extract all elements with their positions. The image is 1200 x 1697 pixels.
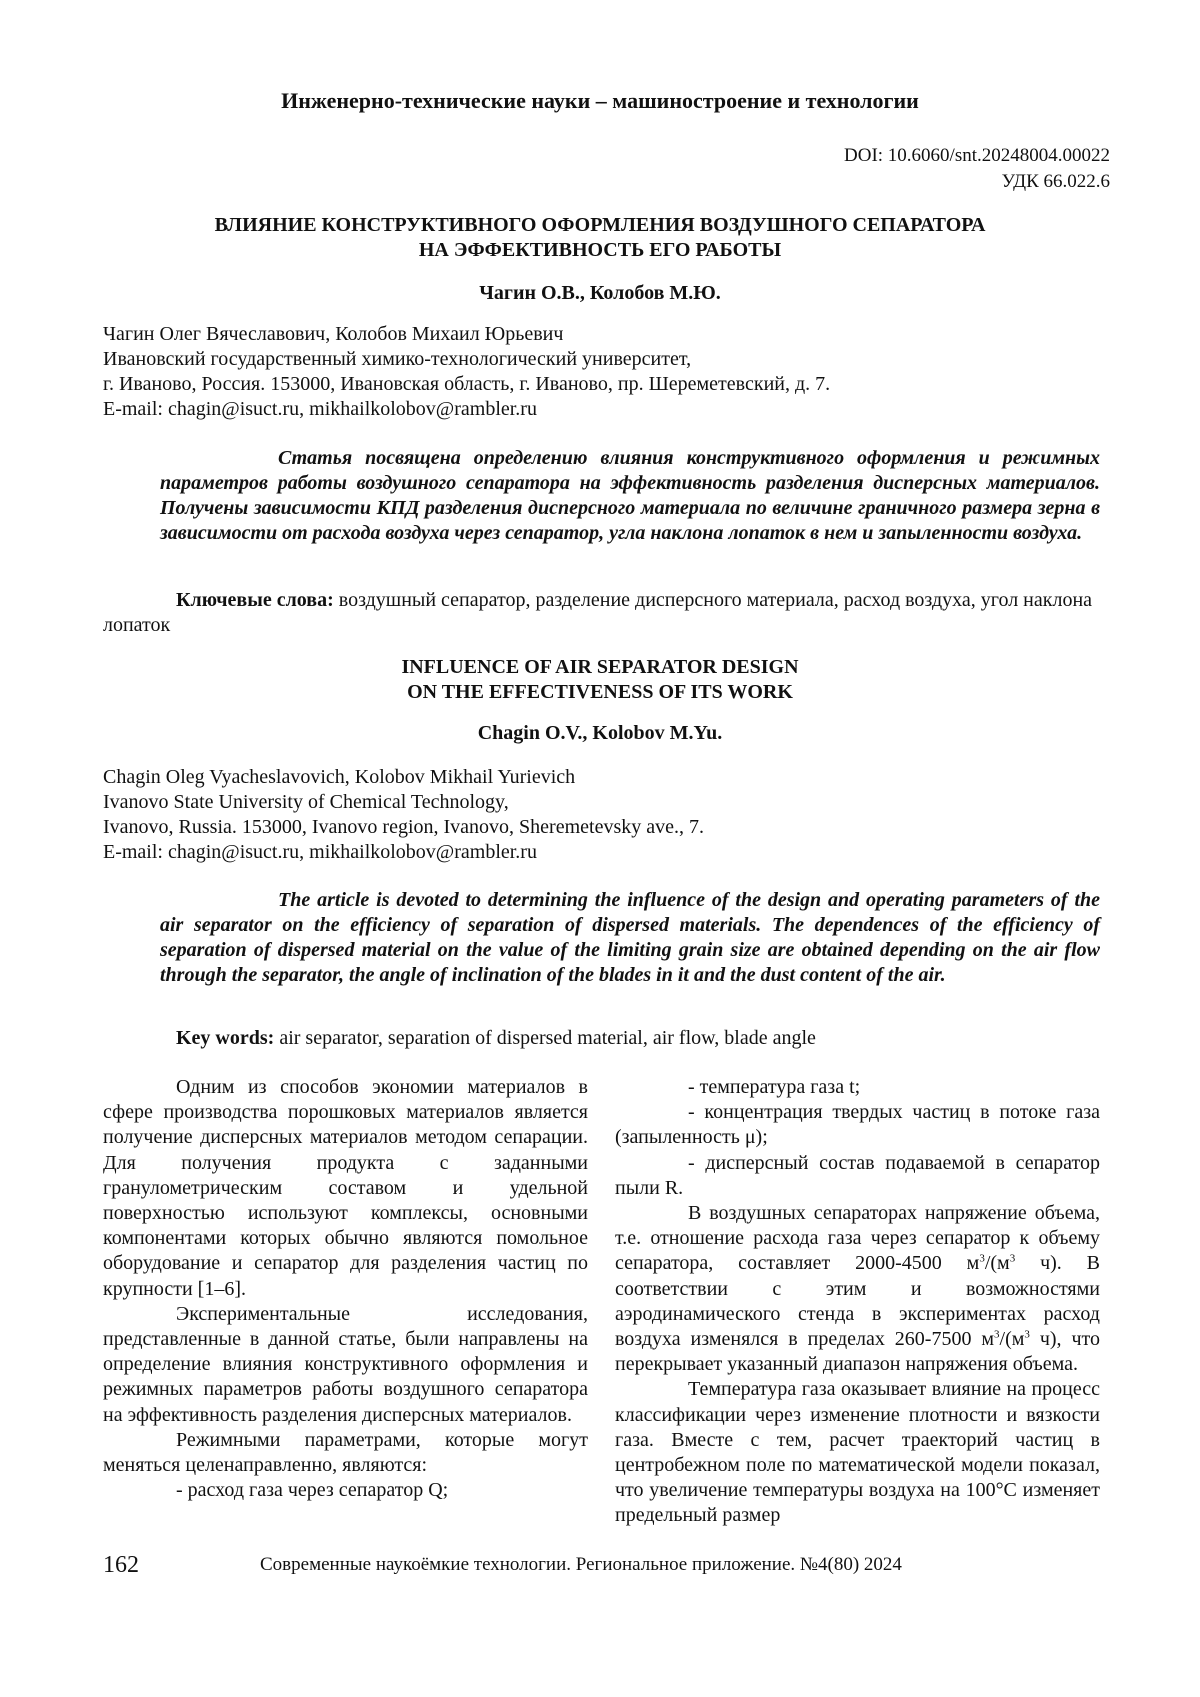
body-paragraph: Одним из способов экономии материалов в сфере производства порошковых материалов является получение дисперсных материалов методом сепарации. Для получения продукта с заданными гранулометрическим составом и удельной поверхностью используют комплексы, основными компонентами которых обычно являются помольное оборудование и сепаратор для разделения частиц по крупности [1–6]. [103,1076,588,1300]
en-authors: Chagin O.V., Kolobov M.Yu. [477,722,723,744]
body-paragraph: Режимными параметрами, которые могут меняться целенаправленно, являются: [103,1428,588,1477]
en-keywords-label: Key words: [176,1027,275,1049]
ru-affil-email[interactable]: E-mail: chagin@isuct.ru, mikhailkolobov@rambler.ru [103,398,537,420]
en-title-line-2: ON THE EFFECTIVENESS OF ITS WORK [407,681,793,703]
ru-keywords [103,588,1100,638]
list-item: - температура газа t; [688,1076,861,1098]
ru-affiliation [103,322,830,422]
ru-abstract: Статья посвящена определению влияния конструктивного оформления и режимных параметров работы воздушного сепаратора на эффективность разделения дисперсных материалов. Получены зависимости КПД разделения дисперсного материала по величине граничного размера зерна в зависимости от расхода воздуха через сепаратор, угла наклона лопаток в нем и запыленности воздуха. [160,447,1100,544]
section-heading: Инженерно-технические науки – машиностроение и технологии [281,88,919,113]
en-affiliation [103,765,704,865]
udk: УДК 66.022.6 [1001,171,1110,192]
ru-title [0,213,1200,263]
list-item: - концентрация твердых частиц в потоке газа (запыленность μ); [615,1101,1100,1149]
ru-keywords-label: Ключевые слова: [176,589,334,611]
en-keywords [103,1026,1100,1051]
body-left-column [103,1075,588,1503]
list-item: - дисперсный состав подаваемой в сепаратор пыли R. [615,1151,1100,1199]
en-affil-email[interactable]: E-mail: chagin@isuct.ru, mikhailkolobov@rambler.ru [103,841,537,863]
en-affil-address: Ivanovo, Russia. 153000, Ivanovo region, Ivanovo, Sheremetevsky ave., 7. [103,816,704,838]
list-item: - расход газа через сепаратор Q; [176,1479,449,1502]
en-affil-names: Chagin Oleg Vyacheslavovich, Kolobov Mikhail Yurievich [103,766,576,788]
page-number: 162 [103,1552,139,1578]
en-title [0,655,1200,705]
ru-affil-org: Ивановский государственный химико-технологический университет, [103,348,692,370]
body-right-column [615,1075,1100,1529]
en-affil-org: Ivanovo State University of Chemical Technology, [103,791,509,813]
ru-title-line-1: ВЛИЯНИЕ КОНСТРУКТИВНОГО ОФОРМЛЕНИЯ ВОЗДУШНОГО СЕПАРАТОРА [214,214,986,236]
body-paragraph: В воздушных сепараторах напряжение объема, т.е. отношение расхода газа через сепаратор к объему сепаратора, составляет 2000-4500 $м^3/(м^3$ ч). В соответствии с этим и возможностями аэродинамического стенда в экспериментах расход воздуха изменялся в пределах 260-7500 $м^3/(м^3$ ч), что перекрывает указанный диапазон напряжения объема. [615,1202,1101,1376]
en-title-line-1: INFLUENCE OF AIR SEPARATOR DESIGN [401,656,799,678]
identifiers [844,143,1110,195]
ru-affil-address: г. Иваново, Россия. 153000, Ивановская область, г. Иваново, пр. Шереметевский, д. 7. [103,373,831,395]
ru-affil-names: Чагин Олег Вячеславович, Колобов Михаил Юрьевич [103,323,564,345]
journal-footer: Современные наукоёмкие технологии. Региональное приложение. №4(80) 2024 [260,1554,902,1575]
en-abstract: The article is devoted to determining the influence of the design and operating parameters of the air separator on the efficiency of separation of dispersed materials. The dependences of the efficiency of separation of dispersed material on the value of the limiting grain size are obtained depending on the air flow through the separator, the angle of inclination of the blades in it and the dust content of the air. [160,889,1100,986]
ru-title-line-2: НА ЭФФЕКТИВНОСТЬ ЕГО РАБОТЫ [418,239,782,261]
ru-authors: Чагин О.В., Колобов М.Ю. [479,282,721,304]
en-keywords-text: air separator, separation of dispersed material, air flow, blade angle [274,1027,816,1049]
body-paragraph: Экспериментальные исследования, представленные в данной статье, были направлены на определение влияния конструктивного оформления и режимных параметров работы воздушного сепаратора на эффективность разделения дисперсных материалов. [103,1302,588,1426]
body-paragraph: Температура газа оказывает влияние на процесс классификации через изменение плотности и вязкости газа. Вместе с тем, расчет траекторий частиц в центробежном поле по математической модели показал, что увеличение температуры воздуха на 100°С изменяет предельный размер [615,1378,1100,1527]
doi[interactable]: DOI: 10.6060/snt.20248004.00022 [844,145,1110,166]
ru-keywords-text: воздушный сепаратор, разделение дисперсного материала, расход воздуха, угол наклона лопаток [103,589,1093,636]
